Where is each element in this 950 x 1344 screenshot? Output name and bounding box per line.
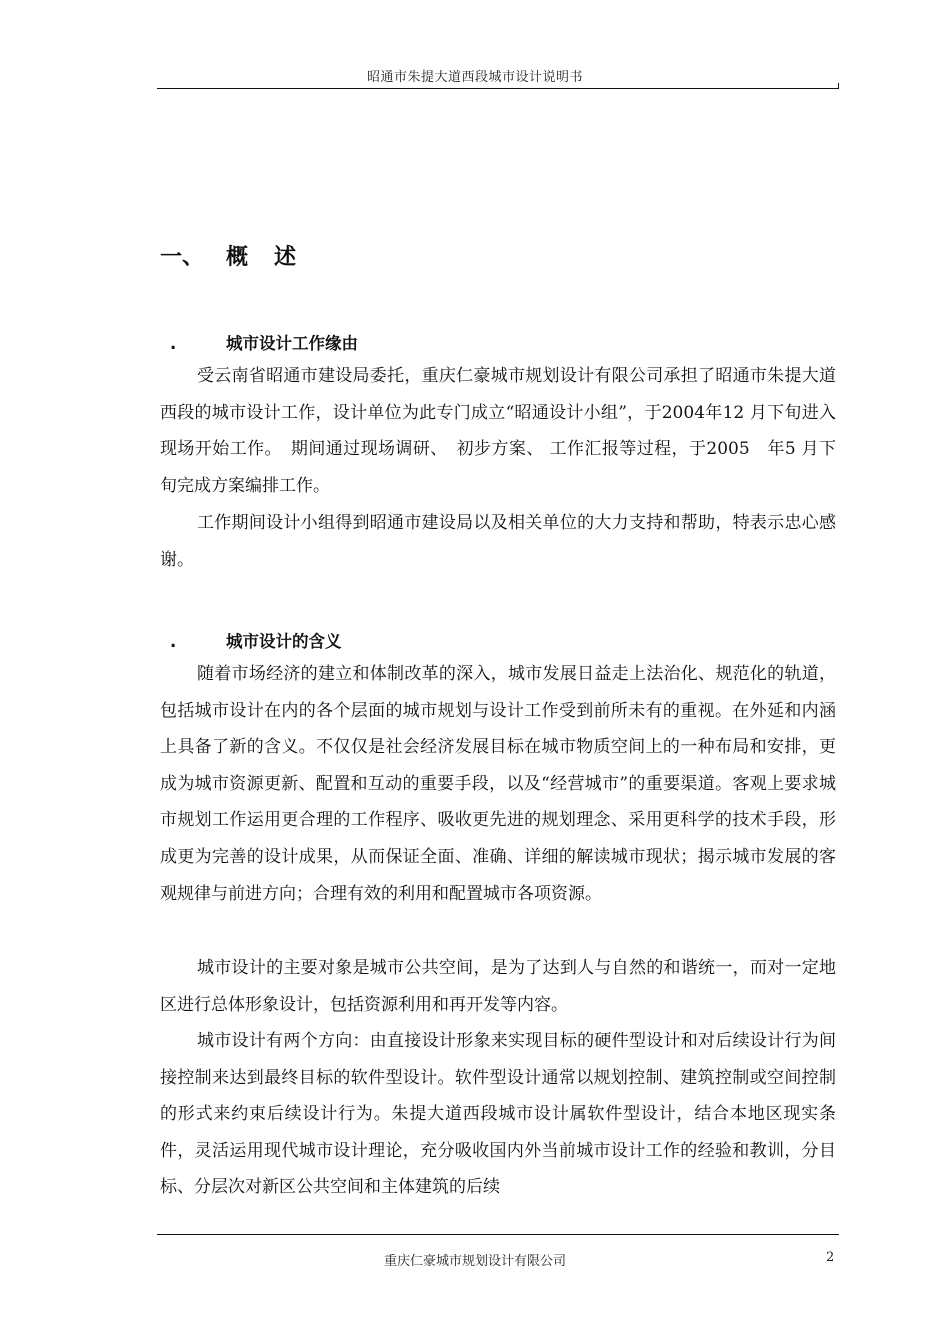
paragraph: 城市设计的主要对象是城市公共空间，是为了达到人与自然的和谐统一，而对一定地区进行总体形象设计，包括资源利用和再开发等内容。 xyxy=(160,958,836,1015)
footer-divider xyxy=(157,1234,839,1235)
section-title: 城市设计工作缘由 xyxy=(226,334,358,353)
section-heading-meaning xyxy=(170,628,342,652)
paragraph: 受云南省昭通市建设局委托，重庆仁豪城市规划设计有限公司承担了昭通市朱提大道西段的城市设计工作，设计单位为此专门成立“昭通设计小组”，于2004年12 月下旬进入现场开始工作。 期间通过现场调研、 初步方案、 工作汇报等过程，于2005 年5 月下旬完成方案编排工作。 xyxy=(160,366,836,496)
section-heading-origin xyxy=(170,330,358,354)
section-title: 城市设计的含义 xyxy=(226,632,342,651)
section-bullet: . xyxy=(170,632,177,651)
paragraph: 随着市场经济的建立和体制改革的深入，城市发展日益走上法治化、规范化的轨道，包括城市设计在内的各个层面的城市规划与设计工作受到前所未有的重视。在外延和内涵上具备了新的含义。不仅仅是社会经济发展目标在城市物质空间上的一种布局和安排，更成为城市资源更新、配置和互动的重要手段，以及“经营城市”的重要渠道。客观上要求城市规划工作运用更合理的工作程序、吸收更先进的规划理念、采用更科学的技术手段，形成更为完善的设计成果，从而保证全面、准确、详细的解读城市现状；揭示城市发展的客观规律与前进方向；合理有效的利用和配置城市各项资源。 xyxy=(160,664,836,904)
footer-company-name: 重庆仁豪城市规划设计有限公司 xyxy=(383,1254,566,1269)
chapter-number: 一、 xyxy=(160,245,205,270)
page-number: 2 xyxy=(826,1250,835,1265)
header-divider xyxy=(157,88,839,89)
header-divider-tick xyxy=(838,83,839,89)
section-bullet: . xyxy=(170,334,177,353)
chapter-title: 概述 xyxy=(226,245,323,270)
paragraph: 城市设计有两个方向：由直接设计形象来实现目标的硬件型设计和对后续设计行为间接控制来达到最终目标的软件型设计。软件型设计通常以规划控制、建筑控制或空间控制的形式来约束后续设计行为。朱提大道西段城市设计属软件型设计，结合本地区现实条件，灵活运用现代城市设计理论，充分吸收国内外当前城市设计工作的经验和教训，分目标、分层次对新区公共空间和主体建筑的后续 xyxy=(160,1031,836,1198)
running-header-title: 昭通市朱提大道西段城市设计说明书 xyxy=(366,70,583,85)
chapter-heading xyxy=(160,240,322,271)
paragraph: 工作期间设计小组得到昭通市建设局以及相关单位的大力支持和帮助，特表示忠心感谢。 xyxy=(160,513,836,570)
